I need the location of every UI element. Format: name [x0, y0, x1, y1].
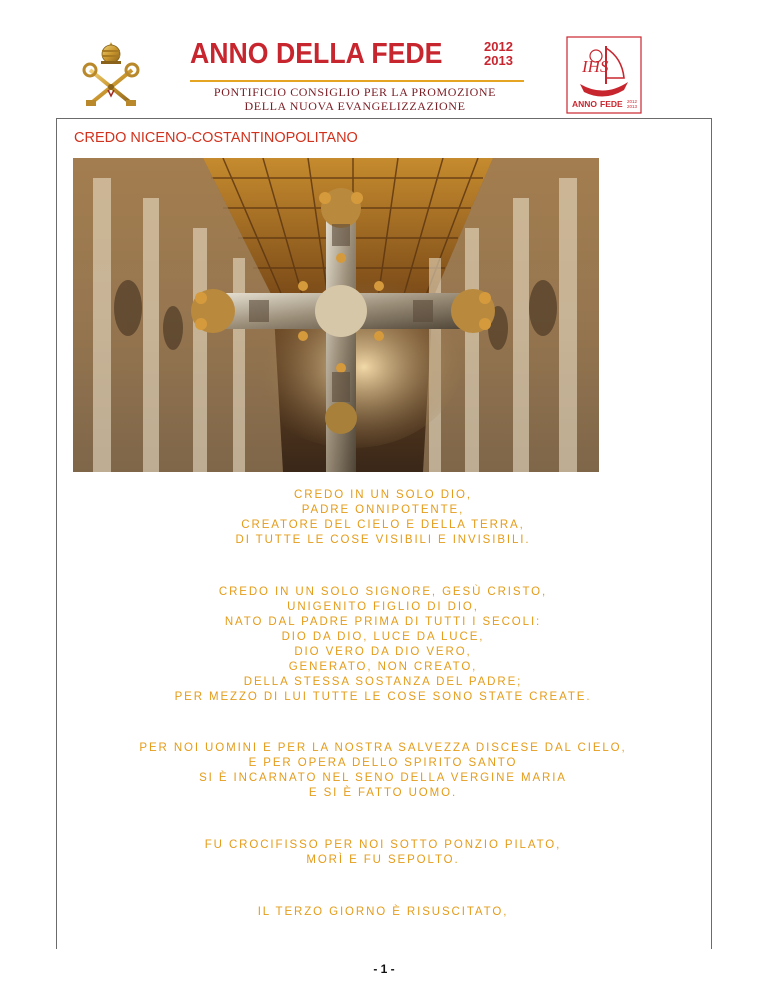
subtitle-line-2: DELLA NUOVA EVANGELIZZAZIONE: [244, 99, 466, 113]
logo-caption: ANNO: [572, 99, 598, 109]
stanza-1: [60, 488, 706, 548]
verse-line: DIO DA DIO, LUCE DA LUCE,: [281, 631, 485, 643]
verse-line: GENERATO, NON CREATO,: [288, 661, 478, 673]
year-of-faith-logo-icon: [566, 36, 642, 114]
svg-text:2012: 2012: [627, 99, 638, 104]
page-number: - 1 -: [373, 962, 395, 976]
verse-line: FU CROCIFISSO PER NOI SOTTO PONZIO PILATO,: [204, 839, 562, 851]
verse-line: CREDO IN UN SOLO SIGNORE, GESÙ CRISTO,: [218, 586, 548, 598]
subtitle-line-1: PONTIFICIO CONSIGLIO PER LA PROMOZIONE: [213, 85, 497, 99]
verse-line: PADRE ONNIPOTENTE,: [301, 504, 465, 516]
verse-line: UNIGENITO FIGLIO DI DIO,: [287, 601, 479, 613]
document-title: CREDO NICENO-COSTANTINOPOLITANO: [74, 130, 358, 146]
verse-line: DI TUTTE LE COSE VISIBILI E INVISIBILI.: [235, 534, 531, 546]
svg-text:FEDE: FEDE: [600, 99, 623, 109]
verse-line: IL TERZO GIORNO È RISUSCITATO,: [257, 906, 509, 918]
verse-line: MORÌ E FU SEPOLTO.: [306, 854, 460, 866]
page-header: [0, 0, 768, 118]
title-rule: [190, 80, 524, 82]
svg-text:IHS: IHS: [582, 57, 609, 76]
verse-line: E PER OPERA DELLO SPIRITO SANTO: [248, 757, 518, 769]
verse-line: E SI È FATTO UOMO.: [308, 787, 458, 799]
verse-line: CREDO IN UN SOLO DIO,: [294, 489, 472, 501]
header-title: ANNO DELLA FEDE: [190, 38, 443, 70]
papal-crest-icon: [78, 40, 144, 112]
stanza-2: [60, 585, 706, 705]
header-subtitle: [190, 85, 520, 113]
title-block: [190, 36, 520, 116]
stanza-5: [60, 905, 706, 920]
verse-line: DELLA STESSA SOSTANZA DEL PADRE;: [243, 676, 523, 688]
verse-line: NATO DAL PADRE PRIMA DI TUTTI I SECOLI:: [224, 616, 542, 628]
stanza-3: [60, 741, 706, 801]
stanza-4: [60, 838, 706, 868]
svg-text:2013: 2013: [627, 104, 638, 109]
verse-line: PER NOI UOMINI E PER LA NOSTRA SALVEZZA DISCESE DAL CIELO,: [139, 742, 627, 754]
verse-line: PER MEZZO DI LUI TUTTE LE COSE SONO STATE CREATE.: [174, 691, 592, 703]
verse-line: CREATORE DEL CIELO E DELLA TERRA,: [241, 519, 525, 531]
header-years: 2012 2013: [484, 39, 513, 68]
verse-line: DIO VERO DA DIO VERO,: [294, 646, 472, 658]
basilica-cross-photo: [73, 158, 599, 472]
verse-line: SI È INCARNATO NEL SENO DELLA VERGINE MARIA: [199, 772, 567, 784]
